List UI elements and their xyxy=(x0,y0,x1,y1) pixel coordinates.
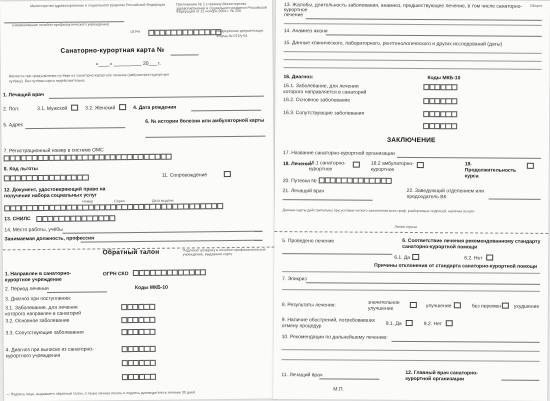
result-worse: ухудшение xyxy=(513,303,540,310)
snils-label: 13. СНИЛС xyxy=(4,216,31,223)
results-label: 8. Результаты лечения: xyxy=(281,302,336,309)
benefit-code-label: 8. Код льготы xyxy=(3,166,38,173)
case-history-label: 6. № истории болезни или амбулаторной карты xyxy=(145,117,265,125)
doc-number-label: Номер xyxy=(82,199,94,204)
reverse-corner-label: Оборот xyxy=(529,3,543,8)
icd-cells-3 xyxy=(423,111,457,117)
result-improved-checkbox[interactable] xyxy=(454,302,461,308)
doctor-label: 21. Лечащий врач xyxy=(282,188,325,195)
duration-box[interactable] xyxy=(527,163,534,169)
yes-option: 6.1. Да xyxy=(394,254,411,261)
stub-footer: — Подпись лица, выдавшего обратный талон, а также личная печать и подпись руководителя в течение 30 дней xyxy=(6,390,195,397)
appendix-text: Приложение № 1 к приказу Министерства здравоохранения и социального развития Российской Федерации от 22 ноября 2004 г. № 256 xyxy=(176,1,267,14)
voucher-cells xyxy=(319,177,392,184)
stub-caption: Подлежит возврату в лечебно-профилактическое учреждение, выдавшее карту xyxy=(182,247,266,257)
ogrn-label: ОГРН xyxy=(130,29,141,35)
diagnosis-16-3: 16.3. Сопутствующие заболевания xyxy=(283,110,365,117)
note-line-1: Является при предъявлении путёвки на санаторно-курортное лечение (амбулаторно-курортную xyxy=(8,72,170,79)
seal-label: М.П. xyxy=(333,386,344,393)
exacerbation-yes: 9.1. Да xyxy=(385,320,402,327)
epicrisis-label: 7. Эпикриз xyxy=(282,276,307,283)
diagnosis-16-2: 16.2. Основное заболевание xyxy=(283,97,351,104)
stub-discharge-diagnosis: 4. Диагноз при выписке из санаторно-курортного учреждения xyxy=(5,346,94,360)
stub-icd-cells-1 xyxy=(121,304,155,311)
stub-icd-cells-5 xyxy=(122,360,156,367)
sex-label: 2. Пол: xyxy=(3,106,20,113)
stub-diagnosis-3-1: 3.1. Заболевание, для лечения которого направлен в санаторий xyxy=(5,304,82,318)
no-option: 6.2. Нет xyxy=(464,255,483,262)
ogrn-sko-cells xyxy=(133,269,206,276)
icd-cells-4 xyxy=(423,123,457,129)
stub-title: Обратный талон xyxy=(102,248,160,257)
male-label: 3.1. Мужской xyxy=(37,105,68,113)
oms-cells xyxy=(4,154,172,162)
cut-line-label: Линия отреза xyxy=(394,224,417,230)
form-number: Форма № 072/у-04 xyxy=(216,33,248,39)
no-checkbox[interactable] xyxy=(486,255,493,261)
benefit-document-label: 12. Документ, удостоверяющий право на получение набора социальных услуг xyxy=(3,186,106,200)
stub-diagnosis-3-3: 3.3. Сопутствующие заболевания xyxy=(5,329,84,337)
standard-compliance-label: 6. Соответствие лечения рекомендованному стандарту санаторно-курортной помощи xyxy=(402,237,541,251)
doc-series-label: Серия xyxy=(114,199,125,204)
benefit-cells xyxy=(4,175,88,182)
stub-period-label: 2. Период лечения xyxy=(4,285,49,293)
stub-admission-diagnosis: 3. Диагноз при поступлении: xyxy=(5,295,72,303)
stub-diagnosis-3-2: 3.2. Основное заболевание xyxy=(5,317,70,325)
sanatorium-checkbox[interactable] xyxy=(353,162,360,168)
diagnosis-label: 16. Диагноз: xyxy=(283,74,314,81)
stub-icd-cells-4 xyxy=(122,346,156,353)
stub-icd-header: Коды МКБ-10 xyxy=(134,284,168,292)
card-title: Санаторно-курортная карта № xyxy=(60,46,165,55)
stub-doctor-label: 11. Лечащий врач xyxy=(281,372,323,379)
stub-sent-to-label: 1. Направлен в санаторно-курортное учреждение xyxy=(4,270,72,284)
escort-label: 11. Сопровождение xyxy=(161,172,208,179)
deviation-reasons-label: Причины отклонения от стандарта санаторно-курортной помощи xyxy=(374,262,538,270)
outpatient-option: 18.2 амбулаторно-курортное xyxy=(370,160,414,173)
exacerbation-label: 9. Наличие обострений, потребовавших отмену процедур xyxy=(281,317,376,330)
icd-cells-1 xyxy=(423,84,457,90)
exacerbation-no-checkbox[interactable] xyxy=(446,320,453,326)
recommendations-label: 10. Рекомендации по дальнейшему лечению: xyxy=(281,334,388,341)
oms-number-label: 7. Регистрационный номер в системе ОМС xyxy=(3,147,104,155)
conclusion-title: ЗАКЛЮЧЕНИЕ xyxy=(386,136,436,145)
address-label: 5. Адрес xyxy=(3,122,24,129)
stamp-note: Данные карты действительны при условии четкого заполнения всех граф, разборчивых подписей, наличия печати xyxy=(282,208,475,214)
org-caption: (наименование лечебно-профилактического учреждения) xyxy=(12,22,109,28)
doc-code-label: Медицинская документация xyxy=(216,28,264,34)
result-no-change-checkbox[interactable] xyxy=(502,303,509,309)
male-checkbox[interactable] xyxy=(71,105,78,111)
stub-icd-cells-6 xyxy=(122,374,156,381)
treatment-type-label: 18. Лечение xyxy=(282,161,312,168)
position-label: Занимаемая должность, профессия xyxy=(4,235,95,243)
workplace-label: 14. Место работы, учёбы xyxy=(4,226,63,234)
chief-doctor-label: 12. Главный врач санаторно-курортной организации xyxy=(405,369,478,383)
escort-checkbox[interactable] xyxy=(224,171,231,177)
organization-label: 17. Название санаторно-курортной организации xyxy=(282,150,395,157)
research-label: 15. Данные клинического, лабораторного, рентгенологического и других исследований (даты) xyxy=(283,40,503,48)
voucher-label: 20. Путевка № xyxy=(282,178,317,185)
attending-doctor-label: 1. Лечащий врач xyxy=(2,91,44,99)
complaints-label: 13. Жалобы, длительность заболевания, анамнез, предшествующее лечение, в том числе санаторно-курортное xyxy=(283,2,523,14)
treatment-done-label: 5. Проведено лечение xyxy=(282,238,335,245)
exacerbation-yes-checkbox[interactable] xyxy=(406,320,413,326)
result-significant: значительное улучшение xyxy=(367,299,400,312)
doc-cells xyxy=(4,203,222,211)
treatment-label: лечение xyxy=(283,12,304,19)
stub-icd-cells-3 xyxy=(121,329,155,336)
note-line-2: путёвку). Без путёвки карта недействительна xyxy=(8,78,85,84)
doc-date-label: Дата выдачи xyxy=(152,198,174,203)
female-checkbox[interactable] xyxy=(119,104,126,110)
life-history-label: 14. Анамнез жизни xyxy=(283,28,328,35)
female-label: 3.2. Женский xyxy=(85,105,116,112)
icd-cells-2 xyxy=(423,98,457,104)
sanatorium-option: 18.1 санаторно-курортное xyxy=(308,160,346,173)
diagnosis-16-1: 16.1. Заболевание, для лечения которого направляется в санаторий xyxy=(283,83,367,96)
issue-date: «____» __________ 20___ г. xyxy=(95,60,161,68)
ogrn-sko-label: ОГРН СКО xyxy=(102,271,129,278)
icd-header: Коды МКБ-10 xyxy=(427,75,461,82)
ministry-header: Министерство здравоохранения и социального развития Российской Федерации xyxy=(30,2,166,9)
result-no-change: без перемен xyxy=(471,303,502,310)
duration-label: 19. Продолжительность курса xyxy=(464,161,517,180)
outpatient-checkbox[interactable] xyxy=(417,162,424,168)
yes-checkbox[interactable] xyxy=(412,254,419,260)
ogrn-cells xyxy=(148,29,221,36)
head-label: 22. Заведующий отделением или председатель ВК xyxy=(406,187,485,201)
result-significant-checkbox[interactable] xyxy=(410,302,417,308)
right-page xyxy=(273,0,550,401)
snils-cells xyxy=(36,215,114,222)
stub-icd-cells-2 xyxy=(121,317,155,324)
birth-date-label: 4. Дата рождения xyxy=(133,104,177,112)
result-improved: улучшение xyxy=(425,303,452,310)
exacerbation-no: 9.2. Нет xyxy=(423,321,443,328)
